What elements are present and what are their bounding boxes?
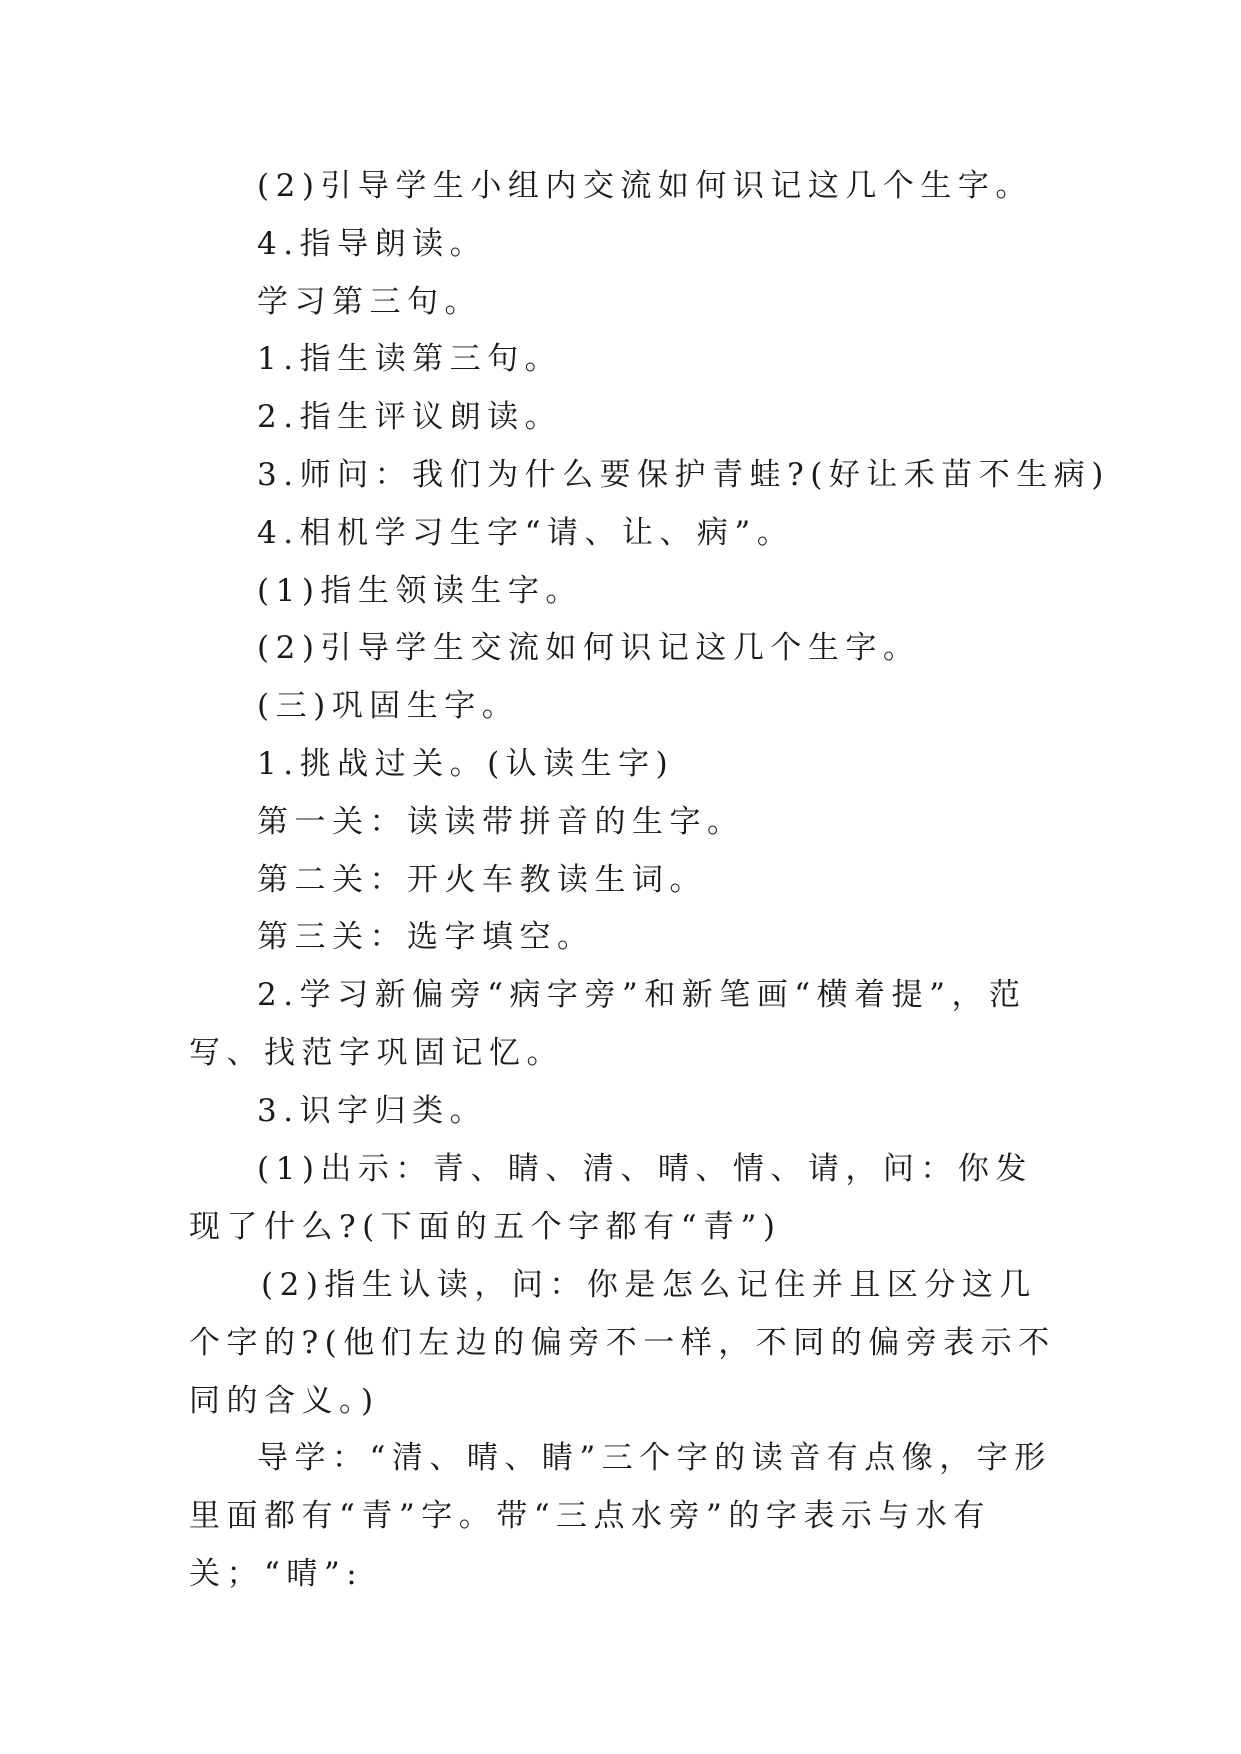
text-line: 学习第三句。 [257, 284, 482, 320]
text-line: 4.指导朗读。 [257, 226, 488, 262]
text-line: 1.挑战过关。(认读生字) [257, 746, 675, 782]
paragraph-chushi: (1)出示：青、睛、清、晴、情、请，问：你发现了什么?(下面的五个字都有“青”) [189, 1151, 1033, 1245]
paragraph-bianpang: 2.学习新偏旁“病字旁”和新笔画“横着提”，范写、找范字巩固记忆。 [189, 977, 1027, 1071]
text-line: (三)巩固生字。 [257, 688, 520, 724]
text-line: 4.相机学习生字“请、让、病”。 [257, 515, 795, 551]
text-line: (1)指生领读生字。 [257, 573, 583, 609]
text-line: 3.识字归类。 [257, 1093, 488, 1129]
text-line: 3.师问：我们为什么要保护青蛙?(好让禾苗不生病) [257, 457, 1110, 493]
text-line: 第二关：开火车教读生词。 [257, 862, 707, 898]
text-line: (2)引导学生小组内交流如何识记这几个生字。 [257, 168, 1033, 204]
text-line: 第三关：选字填空。 [257, 919, 595, 955]
text-line: 第一关：读读带拼音的生字。 [257, 804, 745, 840]
text-line: (2)引导学生交流如何识记这几个生字。 [257, 630, 921, 666]
text-line: 1.指生读第三句。 [257, 341, 563, 377]
text-line: 2.指生评议朗读。 [257, 399, 563, 435]
paragraph-daoxue: 导学：“清、晴、睛”三个字的读音有点像，字形里面都有“青”字。带“三点水旁”的字表示与水有关；“晴”: [189, 1440, 1052, 1592]
paragraph-rendu: (2)指生认读，问：你是怎么记住并且区分这几个字的?(他们左边的偏旁不一样，不同的偏旁表示不同的含义。) [189, 1267, 1056, 1419]
